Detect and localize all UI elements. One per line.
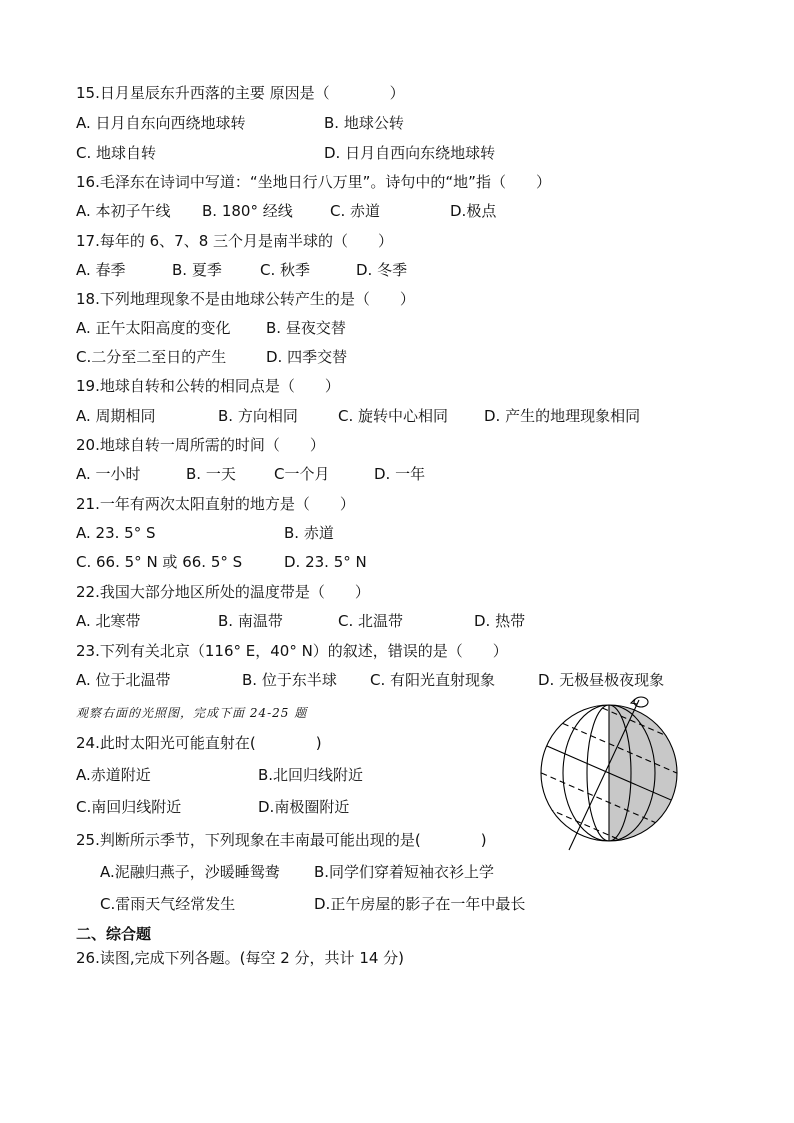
option-a: A. 正午太阳高度的变化: [76, 319, 231, 337]
option-a: A. 本初子午线: [76, 202, 171, 220]
option-b: B.北回归线附近: [258, 766, 364, 784]
option-d: D. 无极昼极夜现象: [538, 671, 665, 689]
option-c: C.南回归线附近: [76, 798, 182, 816]
option-a: A. 北寒带: [76, 612, 141, 630]
question-18-stem: 18.下列地理现象不是由地球公转产生的是（ ）: [76, 290, 415, 308]
option-c: C. 地球自转: [76, 144, 157, 162]
option-b: B. 180° 经线: [202, 202, 293, 220]
question-17-stem: 17.每年的 6、7、8 三个月是南半球的（ ）: [76, 232, 394, 250]
globe-illumination-diagram-icon: [537, 688, 687, 858]
question-15-stem: 15.日月星辰东升西落的主要 原因是（ ）: [76, 84, 405, 102]
option-b: B. 地球公转: [324, 114, 404, 132]
option-d: D. 一年: [374, 465, 426, 483]
option-a: A.泥融归燕子，沙暖睡鸳鸯: [100, 863, 280, 881]
option-c: C. 旋转中心相同: [338, 407, 449, 425]
option-a: A. 位于北温带: [76, 671, 171, 689]
option-b: B.同学们穿着短袖衣衫上学: [314, 863, 495, 881]
option-c: C. 有阳光直射现象: [370, 671, 496, 689]
option-d: D.极点: [450, 202, 497, 220]
section-title: 二、综合题: [76, 925, 152, 943]
question-22-stem: 22.我国大部分地区所处的温度带是（ ）: [76, 583, 370, 601]
option-b: B. 昼夜交替: [266, 319, 346, 337]
question-26-stem: 26.读图,完成下列各题。(每空 2 分，共计 14 分): [76, 949, 405, 967]
option-c: C.雷雨天气经常发生: [100, 895, 236, 913]
option-d: D. 日月自西向东绕地球转: [324, 144, 496, 162]
option-b: B. 赤道: [284, 524, 334, 542]
question-16-stem: 16.毛泽东在诗词中写道：“坐地日行八万里”。诗句中的“地”指（ ）: [76, 173, 551, 191]
option-d: D. 四季交替: [266, 348, 348, 366]
option-b: B. 一天: [186, 465, 236, 483]
option-d: D. 冬季: [356, 261, 408, 279]
option-b: B. 夏季: [172, 261, 222, 279]
option-c: C.二分至二至日的产生: [76, 348, 227, 366]
option-b: B. 南温带: [218, 612, 283, 630]
question-25-stem: 25.判断所示季节，下列现象在丰南最可能出现的是( ): [76, 831, 487, 849]
option-d: D. 产生的地理现象相同: [484, 407, 641, 425]
option-d: D.正午房屋的影子在一年中最长: [314, 895, 526, 913]
option-c: C一个月: [274, 465, 330, 483]
option-d: D. 热带: [474, 612, 526, 630]
option-b: B. 方向相同: [218, 407, 298, 425]
option-a: A. 周期相同: [76, 407, 156, 425]
option-a: A. 一小时: [76, 465, 141, 483]
figure-instruction: 观察右面的光照图，完成下面 24-25 题: [76, 706, 308, 720]
question-23-stem: 23.下列有关北京（116° E，40° N）的叙述，错误的是（ ）: [76, 642, 508, 660]
question-19-stem: 19.地球自转和公转的相同点是（ ）: [76, 377, 340, 395]
question-24-stem: 24.此时太阳光可能直射在( ): [76, 734, 322, 752]
night-hemisphere: [609, 698, 687, 848]
option-a: A. 23. 5° S: [76, 524, 156, 542]
option-a: A. 日月自东向西绕地球转: [76, 114, 246, 132]
option-a: A.赤道附近: [76, 766, 151, 784]
rotation-arrow-icon: [634, 697, 648, 707]
option-c: C. 北温带: [338, 612, 404, 630]
option-c: C. 秋季: [260, 261, 311, 279]
option-c: C. 66. 5° N 或 66. 5° S: [76, 553, 243, 571]
option-a: A. 春季: [76, 261, 126, 279]
question-21-stem: 21.一年有两次太阳直射的地方是（ ）: [76, 495, 355, 513]
option-d: D. 23. 5° N: [284, 553, 367, 571]
question-20-stem: 20.地球自转一周所需的时间（ ）: [76, 436, 325, 454]
option-d: D.南极圈附近: [258, 798, 350, 816]
option-c: C. 赤道: [330, 202, 381, 220]
option-b: B. 位于东半球: [242, 671, 337, 689]
